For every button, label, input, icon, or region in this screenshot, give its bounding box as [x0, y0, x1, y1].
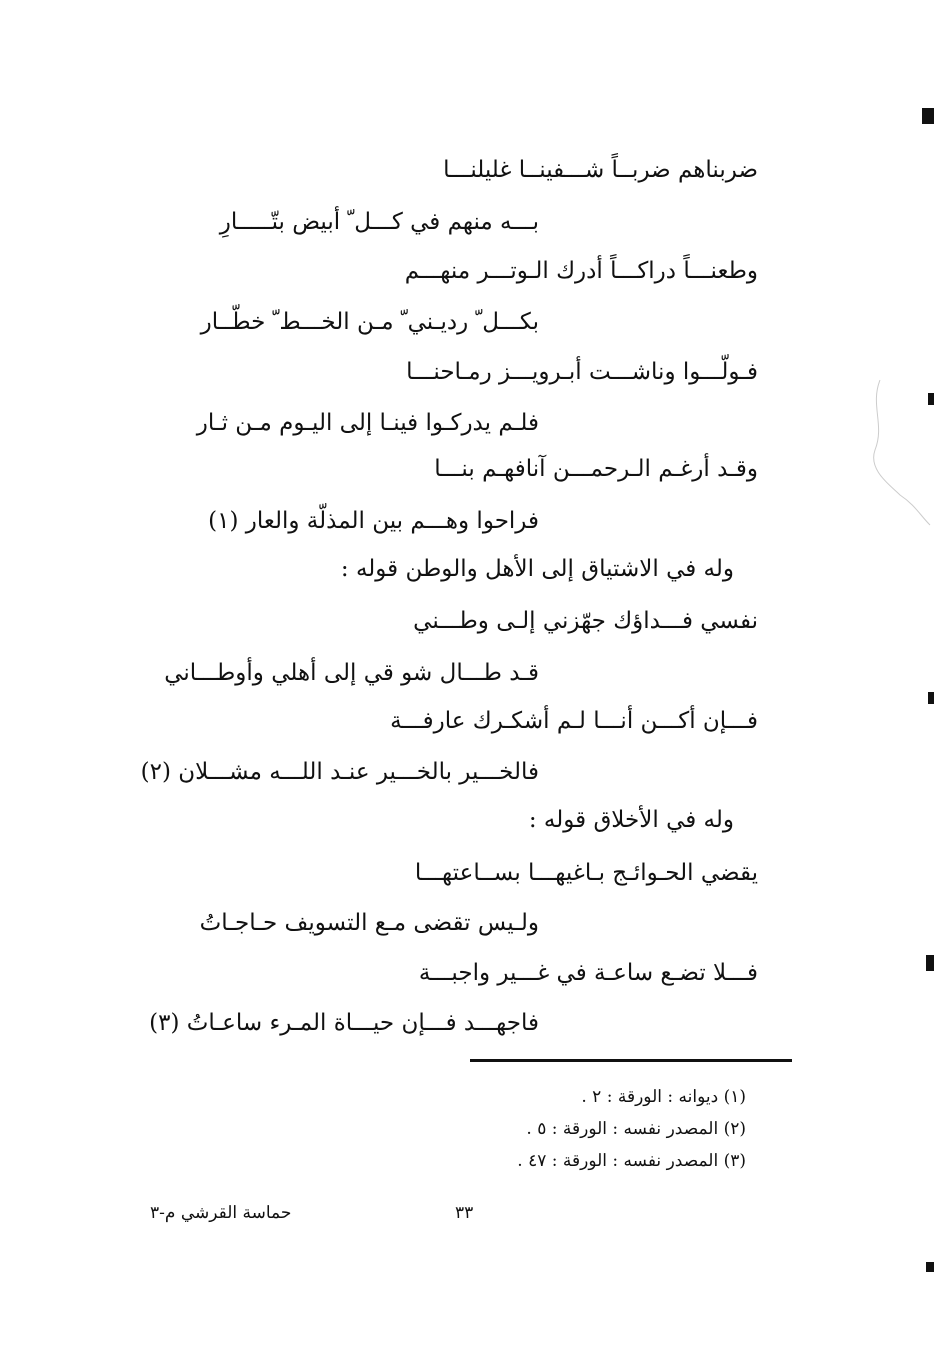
footnote-2: (٢) المصدر نفسه : الورقة : ٥ . — [526, 1119, 746, 1139]
poem1-line-2: بـــه منهم في كـــل ّ أبيض بتّـــــارِ — [219, 209, 539, 235]
poem1-line-6: فلـم يدركـوا فينـا إلى اليـوم مـن ثـار — [196, 410, 539, 436]
scan-edge-mark — [926, 1262, 934, 1272]
poem2-line-3: فـــإن أكـــن أنـــا لـم أشكـرك عارفـــة — [390, 708, 758, 734]
poem1-line-1: ضربناهم ضربــاً شـــفينــا غليلنـــا — [443, 157, 758, 183]
section-intro-longing: وله في الاشتياق إلى الأهل والوطن قوله : — [340, 556, 734, 582]
poem3-line-1: يقضي الحـوائـج بـاغيهـــا بســاعتهـــا — [414, 860, 758, 886]
poem2-line-2: قـد طـــال شو قي إلى أهلي وأوطـــاني — [164, 660, 539, 686]
footnote-1: (١) ديوانه : الورقة : ٢ . — [581, 1087, 746, 1107]
poem3-line-2: ولـيس تقضى مـع التسويف حـاجـاتُ — [199, 910, 539, 936]
poem3-line-4: فاجهـــد فـــإن حيـــاة المـرء ساعـاتُ (٣) — [149, 1010, 539, 1036]
scan-stain-mark — [860, 375, 934, 535]
poem1-line-5: فـولّـــوا وناشـــت أبـرويـــز رمـاحنـــا — [406, 359, 758, 385]
poem1-line-4: بكـــل ّ رديـني ّ مـن الخـــط ّ خطّــار — [200, 309, 539, 335]
poem1-line-3: وطعنـــاً دراكـــاً أدرك الـوتـــر منهـــم — [404, 258, 758, 284]
scan-edge-mark — [922, 108, 934, 124]
poem3-line-3: فـــلا تضـع ساعـة في غـــير واجبـــة — [418, 960, 758, 986]
section-intro-ethics: وله في الأخلاق قوله : — [528, 807, 734, 833]
page-number: ٣٣ — [455, 1203, 474, 1223]
poem2-line-1: نفسي فـــداؤك جهّزني إلـى وطـــني — [413, 608, 758, 634]
book-signature: حماسة القرشي م-٣ — [150, 1203, 292, 1223]
poem1-line-8: فراحوا وهـــم بين المذلّة والعار (١) — [208, 508, 539, 534]
footnote-divider — [470, 1059, 792, 1062]
scan-edge-mark — [928, 692, 934, 704]
footnote-3: (٣) المصدر نفسه : الورقة : ٤٧ . — [517, 1151, 746, 1171]
scan-edge-mark — [926, 955, 934, 971]
poem1-line-7: وقـد أرغـم الـرحمـــن آنافهـم بنـــا — [434, 456, 758, 482]
poem2-line-4: فالخـــير بالخـــير عنـد اللـــه مشـــلان (٢) — [140, 759, 539, 785]
